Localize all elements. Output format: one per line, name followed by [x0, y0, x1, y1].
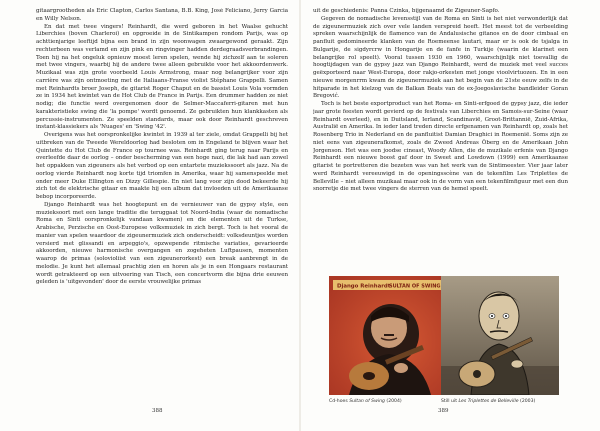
- film-still-figure: [441, 276, 559, 404]
- book-gutter: [299, 0, 301, 431]
- film-still-caption: [441, 399, 535, 404]
- right-paragraph: Toch is het beste exportproduct van het Roma- en Sinti-erfgoed de gypsy jazz, die ieder jaar grote feesten wordt gevierd op de festivals van Liberchies en Samois-sur-Seine (waar Reinhardt overleed), en in Duitsland, Ierland, Scandinavië, Groot-Brittannië, Zuid-Afrika, Australië en Amerika. In ieder land treden directe erfgenamen van Reinhardt op, zoals het Rosenberg Trio in Nederland en de panfluitist Damian Draghici in Roemenië. Soms zijn ze niet eens van zigeunerafkomst, zoals de Zweed Andreas Öberg en de Amerikaan John Jorgenson. Het was een joodse cineast, Woody Allen, die de muzikale erfenis van Django Reinhardt een nieuwe boost gaf door in Sweet and Lowdown (1999) een Amerikaanse gitarist te portretteren die bezeten was van het werk van de Sintimeester. Vier jaar later werd Reinhardt vereeuwigd in de openingsscène van de tekenfilm Les Triplettes de Belleville – niet alleen muzikaal maar ook in de vorm van een tekenfilmfiguur met een dun snorretje die met twee vingers de sterren van de hemel speelt.: [313, 101, 568, 193]
- left-paragraph: En dat met twee vingers! Reinhardt, die werd geboren in het Waalse gehucht Liberchies (boven Charleroi) en opgroeide in de Sintikampen rondom Parijs, was op achttienjarige leeftijd bijna een brand in zijn woonwagen zwaargewond geraakt. Zijn rechterbeen was verlamd en zijn pink en ringvinger hadden derdegraadsverbrandingen. Toen hij na het ongeluk opnieuw moest leren spelen, wende hij zichzelf aan te soleren met twee vingers, waarbij hij de andere twee alleen gebruikte voor het akkoordenwerk. Muzikaal was zijn grote voorbeeld Louis Armstrong, maar nog belangrijker voor zijn carrière was zijn ontmoeting met de Italiaans-Franse violist Stéphane Grappelli. Samen met Reinhardts broer Joseph, de gitarist Roger Chaput en de bassist Louis Vola vormden ze in 1934 het kwintet van de Hot Club de France in Parijs. Een drummer hadden ze niet nodig; die functie werd overgenomen door de Selmer-Maccaferri-gitaren met hun karakteristieke swing die 'la pompe' wordt genoemd. Ze gebruikten hun klankkasten als percussie-instrumenten. Ze speelden standards, maar ook door Reinhardt geschreven instant-klassiekers als 'Nuages' en 'Swing '42'.: [36, 23, 288, 131]
- album-title-text: SULTAN OF SWING: [389, 283, 441, 290]
- page-number-right: 389: [438, 408, 449, 414]
- album-caption: [329, 399, 402, 404]
- left-paragraph: Django Reinhardt was het hoogtepunt en de vernieuwer van de gypsy style, een muzieksoort met een lange traditie die teruggaat tot Noord-India (waar de nomadische Roma en Sinti oorspronkelijk vandaan kwamen) en die elementen uit de Turkse, Arabische, Perzische en Oost-Europese volksmuziek in zich bergt. Toch is het vooral de manier van spelen waardoor de zigeunermuziek zich onderscheidt: volksdeuntjes worden versierd met glissandi en arpeggio's, opzwepende ritmische variaties, gevarieerde akkoorden, nieuwe harmonische overgangen en zogeheten Luftpausen, momenten waarop de primas (solovioliist van een zigeunerorkest) een break aanbrengt in de melodie. Je kunt het allemaal prachtig zien en horen als je in een Hongaars restaurant wordt getrakteerd op een uitvoering van Tisch, een concertvorm die bijna drie eeuwen geleden is 'uitgevonden' door de eerste vrouwelijke primas: [36, 201, 288, 286]
- album-caption-prefix: Cd-hoes: [329, 399, 350, 404]
- album-caption-title: Sultan of Swing: [349, 399, 385, 404]
- left-paragraph: Overigens was het oorspronkelijke kwintet in 1939 al ter ziele, omdat Grappelli bij het uitbreken van de Tweede Wereldoorlog had besloten om in Engeland te blijven waar het Quintette du Hot Club de France op tournee was. Reinhardt ging terug naar Parijs en overleefde daar de oorlog – onder bescherming van een hoge nazi, die lak had aan zowel het oppakken van zigeuners als het verbod op een entartete muziekssoort als jazz. Na de oorlog vierde Reinhardt nog korte tijd triomfen in Amerika, waar hij samenspeelde met onder meer Duke Ellington en Dizzy Gillespie. En niet lang voor zijn dood bekeerde hij zich tot de elektrische gitaar en maakte hij een album dat invloeden uit de Amerikaanse bebop incorporeerde.: [36, 132, 288, 200]
- page-number-left: 388: [152, 408, 163, 414]
- right-page-text: [313, 8, 568, 274]
- album-artist-text: Django Reinhardt: [337, 283, 391, 290]
- film-caption-prefix: Still uit: [441, 399, 459, 404]
- left-page-text: [36, 8, 288, 408]
- album-cover-figure: [329, 276, 446, 404]
- film-caption-title: Les Triplettes de Belleville: [458, 399, 519, 404]
- left-paragraph: gitaargrootheden als Eric Clapton, Carlos Santana, B.B. King, José Feliciano, Jerry Garcia en Willy Nelson.: [36, 8, 288, 22]
- right-paragraph: Gegeven de nomadische levensstijl van de Roma en Sinti is het niet verwonderlijk dat de zigeunermuziek zich over vele landen verspreid heeft. Het meest tot de verbeelding spreken waarschijnlijk de flamenco van de Andalusische gitanos en de door cimbaal en panfluit gedomineerde klanken van de Roemeense lautari, maar er is ook de tsjalga in Bulgarije, de sigdyrcrw in Hongarije en de fanfe in Turkije (waarin de klarinet een belangrijke rol speelt). Vooral tussen 1930 en 1960, waarschijnlijk niet toevallig de hoogtijdagen van de gypsy jazz van Django Reinhardt, werd de muziek met veel succes geëxporteerd naar West-Europa, door rakjo-orkesten met jonge vioolvirtuozen. En in een nieuwe morgenrrm kwam de zigeunermuziek aan het begin van de 21ste eeuw zelfs in de hitparade in het kielzog van de Balkan Beats van de ex-Joegoslavische bandleider Goran Bregović.: [313, 15, 568, 100]
- film-still-image: [441, 276, 559, 395]
- right-paragraph: uit de geschiedenis: Panna Czinka, bijgenaamd de Zigeuner-Sapfo.: [313, 8, 500, 14]
- album-caption-suffix: (2004): [384, 399, 402, 404]
- film-caption-suffix: (2003): [518, 399, 536, 404]
- album-cover-image: [329, 276, 446, 395]
- figures-row: [313, 276, 568, 408]
